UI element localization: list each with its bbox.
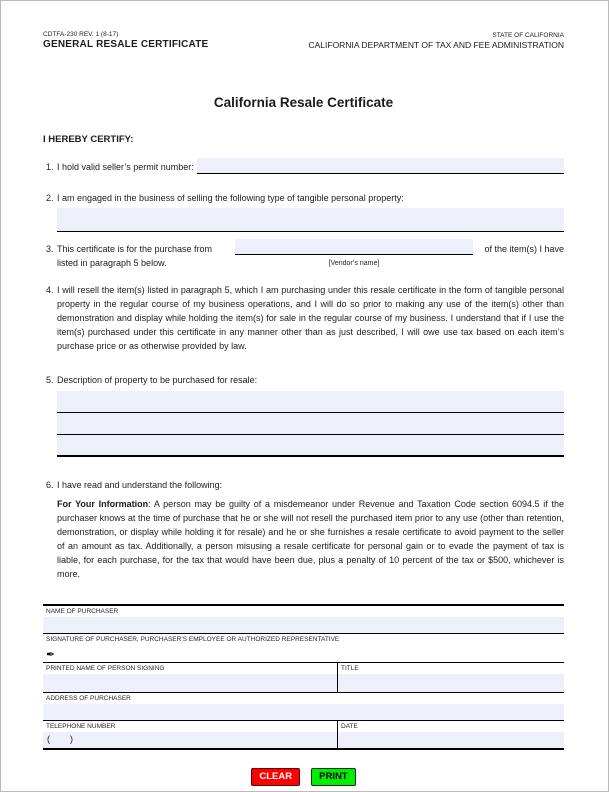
item-4 [43, 283, 564, 353]
table-row [43, 606, 564, 633]
page-title: California Resale Certificate [213, 95, 394, 110]
date-field[interactable] [338, 732, 564, 748]
title-field[interactable] [338, 674, 564, 692]
vendor-name-caption: [Vendor’s name] [328, 260, 380, 267]
printed-name-field[interactable] [43, 674, 337, 692]
department-label: CALIFORNIA DEPARTMENT OF TAX AND FEE ADMINISTRATION [308, 40, 564, 50]
property-description-field-2[interactable] [57, 413, 564, 435]
printed-name-label: PRINTED NAME OF PERSON SIGNING [46, 665, 165, 672]
table-row [43, 633, 564, 662]
item-6-text: I have read and understand the following: [57, 480, 223, 490]
item-4-number: 4. [46, 285, 54, 295]
item-3-text-after: of the item(s) I have [484, 244, 564, 254]
property-description-field-3[interactable] [57, 435, 564, 457]
item-3-text-before: This certificate is for the purchase from [57, 244, 213, 254]
signature-table [43, 604, 564, 750]
address-of-purchaser-label: ADDRESS OF PURCHASER [46, 695, 131, 702]
sellers-permit-number-field[interactable] [197, 158, 564, 174]
tangible-property-type-field[interactable] [57, 208, 564, 232]
clear-button[interactable]: CLEAR [251, 768, 300, 786]
for-your-information-paragraph [43, 497, 564, 581]
address-of-purchaser-field[interactable] [43, 704, 564, 720]
pen-icon: ✒ [46, 648, 56, 661]
name-of-purchaser-label: NAME OF PURCHASER [46, 608, 119, 615]
item-5-number: 5. [46, 375, 54, 385]
form-number: CDTFA-230 REV. 1 (8-17) [43, 31, 119, 38]
item-5-text: Description of property to be purchased for resale: [57, 375, 258, 385]
telephone-number-field[interactable]: ( ) [43, 732, 337, 748]
item-1-text: I hold valid seller’s permit number: [57, 162, 194, 172]
form-actions [43, 768, 564, 786]
for-your-information-text: : A person may be guilty of a misdemeanor under Revenue and Taxation Code section 6094.5 if the purchaser knows at the time of purchase that he or she will not resell the purchased item prior to any use (other than retention, demonstration, or display while holding it for resale) and he or she furnishes a resale certificate to avoid payment to the seller of an amount as tax. Additionally, a person misusing a resale certificate for personal gain or to evade the payment of tax is liable, for each purchase, for the tax that would have been due, plus a penalty of 10 percent of the tax or $500, whichever is more. [57, 499, 564, 579]
vendor-name-field[interactable] [235, 239, 473, 255]
certify-heading: I HEREBY CERTIFY: [43, 134, 134, 145]
name-of-purchaser-field[interactable] [43, 617, 564, 633]
item-2 [43, 191, 564, 232]
item-4-text: I will resell the item(s) listed in paragraph 5, which I am purchasing under this resale certificate in the form of tangible personal property in the regular course of my business operations, and I will do so prior to making any use of the item(s) other than demonstration and display while holding the item(s) for sale in the regular course of my business. I understand that if I use the item(s) purchased under this certificate in any manner other than as just described, I will owe use tax based on each item’s purchase price or as otherwise provided by law. [57, 285, 564, 351]
signature-label: SIGNATURE OF PURCHASER, PURCHASER’S EMPLOYEE OR AUTHORIZED REPRESENTATIVE [46, 636, 340, 643]
title-label: TITLE [341, 665, 359, 672]
table-row [43, 720, 564, 748]
telephone-number-label: TELEPHONE NUMBER [46, 723, 116, 730]
item-1-number: 1. [46, 162, 54, 172]
for-your-information-label: For Your Information [57, 499, 149, 509]
item-6 [43, 478, 564, 581]
state-label: STATE OF CALIFORNIA [492, 32, 564, 39]
table-row [43, 662, 564, 692]
item-3-text-line2: listed in paragraph 5 below. [57, 258, 167, 268]
item-6-number: 6. [46, 480, 54, 490]
item-5 [43, 373, 564, 457]
item-2-text: I am engaged in the business of selling the following type of tangible personal property: [57, 193, 404, 203]
date-label: DATE [341, 723, 358, 730]
print-button[interactable]: PRINT [311, 768, 356, 786]
item-3-number: 3. [46, 244, 54, 254]
table-row [43, 692, 564, 720]
form-header [43, 31, 564, 51]
form-name: GENERAL RESALE CERTIFICATE [43, 39, 209, 50]
signature-field[interactable] [43, 645, 564, 662]
item-1 [43, 158, 564, 174]
item-3 [43, 242, 564, 274]
property-description-field-1[interactable] [57, 391, 564, 413]
item-2-number: 2. [46, 193, 54, 203]
